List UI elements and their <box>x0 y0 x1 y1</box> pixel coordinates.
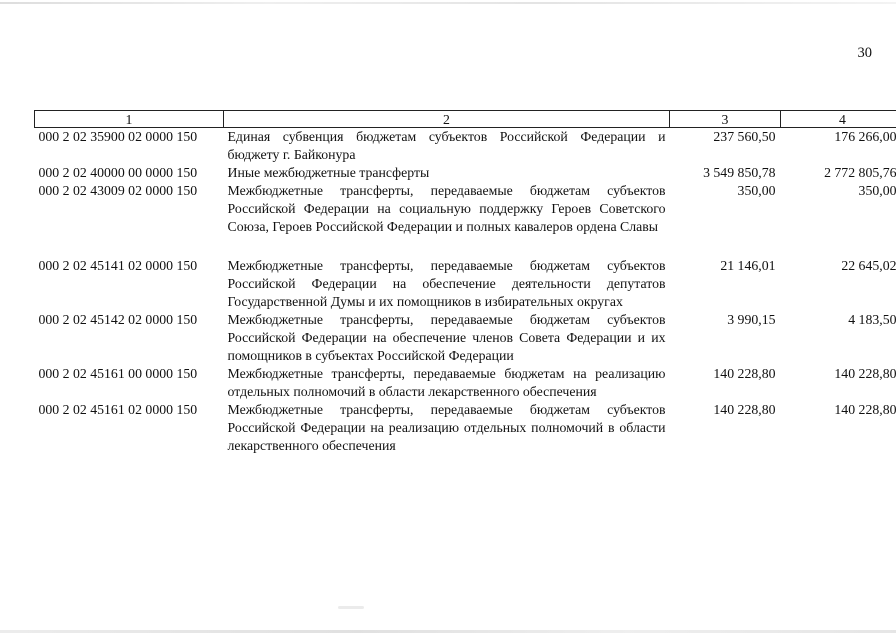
table-row <box>35 128 896 165</box>
amount-column-3: 3 990,15 <box>727 312 776 327</box>
amount-column-3: 3 549 850,78 <box>703 165 776 180</box>
amount-column-4: 4 183,50 <box>848 312 896 327</box>
budget-code: 000 2 02 35900 02 0000 150 <box>38 129 198 144</box>
amount-column-4: 2 772 805,76 <box>824 165 896 180</box>
page-number: 30 <box>857 45 872 61</box>
amount-column-3: 21 146,01 <box>720 258 776 273</box>
amount-column-4: 22 645,02 <box>841 258 896 273</box>
table-row <box>35 182 896 257</box>
budget-table <box>34 110 896 455</box>
table-row <box>35 311 896 365</box>
table-row <box>35 365 896 401</box>
amount-column-4: 140 228,80 <box>834 402 896 417</box>
budget-item-name: Единая субвенция бюджетам субъектов Российской Федерации и бюджету г. Байконура <box>227 129 666 162</box>
scan-edge-top <box>0 2 896 4</box>
budget-code: 000 2 02 40000 00 0000 150 <box>38 165 198 180</box>
column-header-2: 2 <box>224 111 670 128</box>
amount-column-3: 350,00 <box>737 183 776 198</box>
scan-smudge <box>338 606 364 609</box>
amount-column-3: 140 228,80 <box>713 402 776 417</box>
budget-code: 000 2 02 45161 02 0000 150 <box>38 402 198 417</box>
budget-code: 000 2 02 45141 02 0000 150 <box>38 258 198 273</box>
budget-item-name: Межбюджетные трансферты, передаваемые бюджетам субъектов Российской Федерации на обеспечение деятельности депутатов Государственной Думы и их помощников в избирательных округах <box>227 258 666 309</box>
amount-column-3: 140 228,80 <box>713 366 776 381</box>
amount-column-4: 176 266,00 <box>834 129 896 144</box>
amount-column-4: 140 228,80 <box>834 366 896 381</box>
column-header-4: 4 <box>781 111 896 128</box>
budget-code: 000 2 02 45142 02 0000 150 <box>38 312 198 327</box>
table-row <box>35 164 896 182</box>
column-header-3: 3 <box>670 111 781 128</box>
budget-item-name: Иные межбюджетные трансферты <box>227 165 430 180</box>
amount-column-4: 350,00 <box>858 183 896 198</box>
budget-item-name: Межбюджетные трансферты, передаваемые бюджетам на реализацию отдельных полномочий в области лекарственного обеспечения <box>227 366 666 399</box>
budget-item-name: Межбюджетные трансферты, передаваемые бюджетам субъектов Российской Федерации на обеспечение членов Совета Федерации и их помощников в субъектах Российской Федерации <box>227 312 666 363</box>
budget-code: 000 2 02 43009 02 0000 150 <box>38 183 198 198</box>
budget-item-name: Межбюджетные трансферты, передаваемые бюджетам субъектов Российской Федерации на реализацию отдельных полномочий в области лекарственного обеспечения <box>227 402 666 453</box>
table-row <box>35 401 896 455</box>
table-header-row <box>35 111 896 128</box>
budget-code: 000 2 02 45161 00 0000 150 <box>38 366 198 381</box>
scan-edge-bottom <box>0 630 896 633</box>
column-header-1: 1 <box>35 111 224 128</box>
table-row <box>35 257 896 311</box>
budget-item-name: Межбюджетные трансферты, передаваемые бюджетам субъектов Российской Федерации на социальную поддержку Героев Советского Союза, Героев Российской Федерации и полных кавалеров ордена Славы <box>227 183 666 234</box>
amount-column-3: 237 560,50 <box>713 129 776 144</box>
